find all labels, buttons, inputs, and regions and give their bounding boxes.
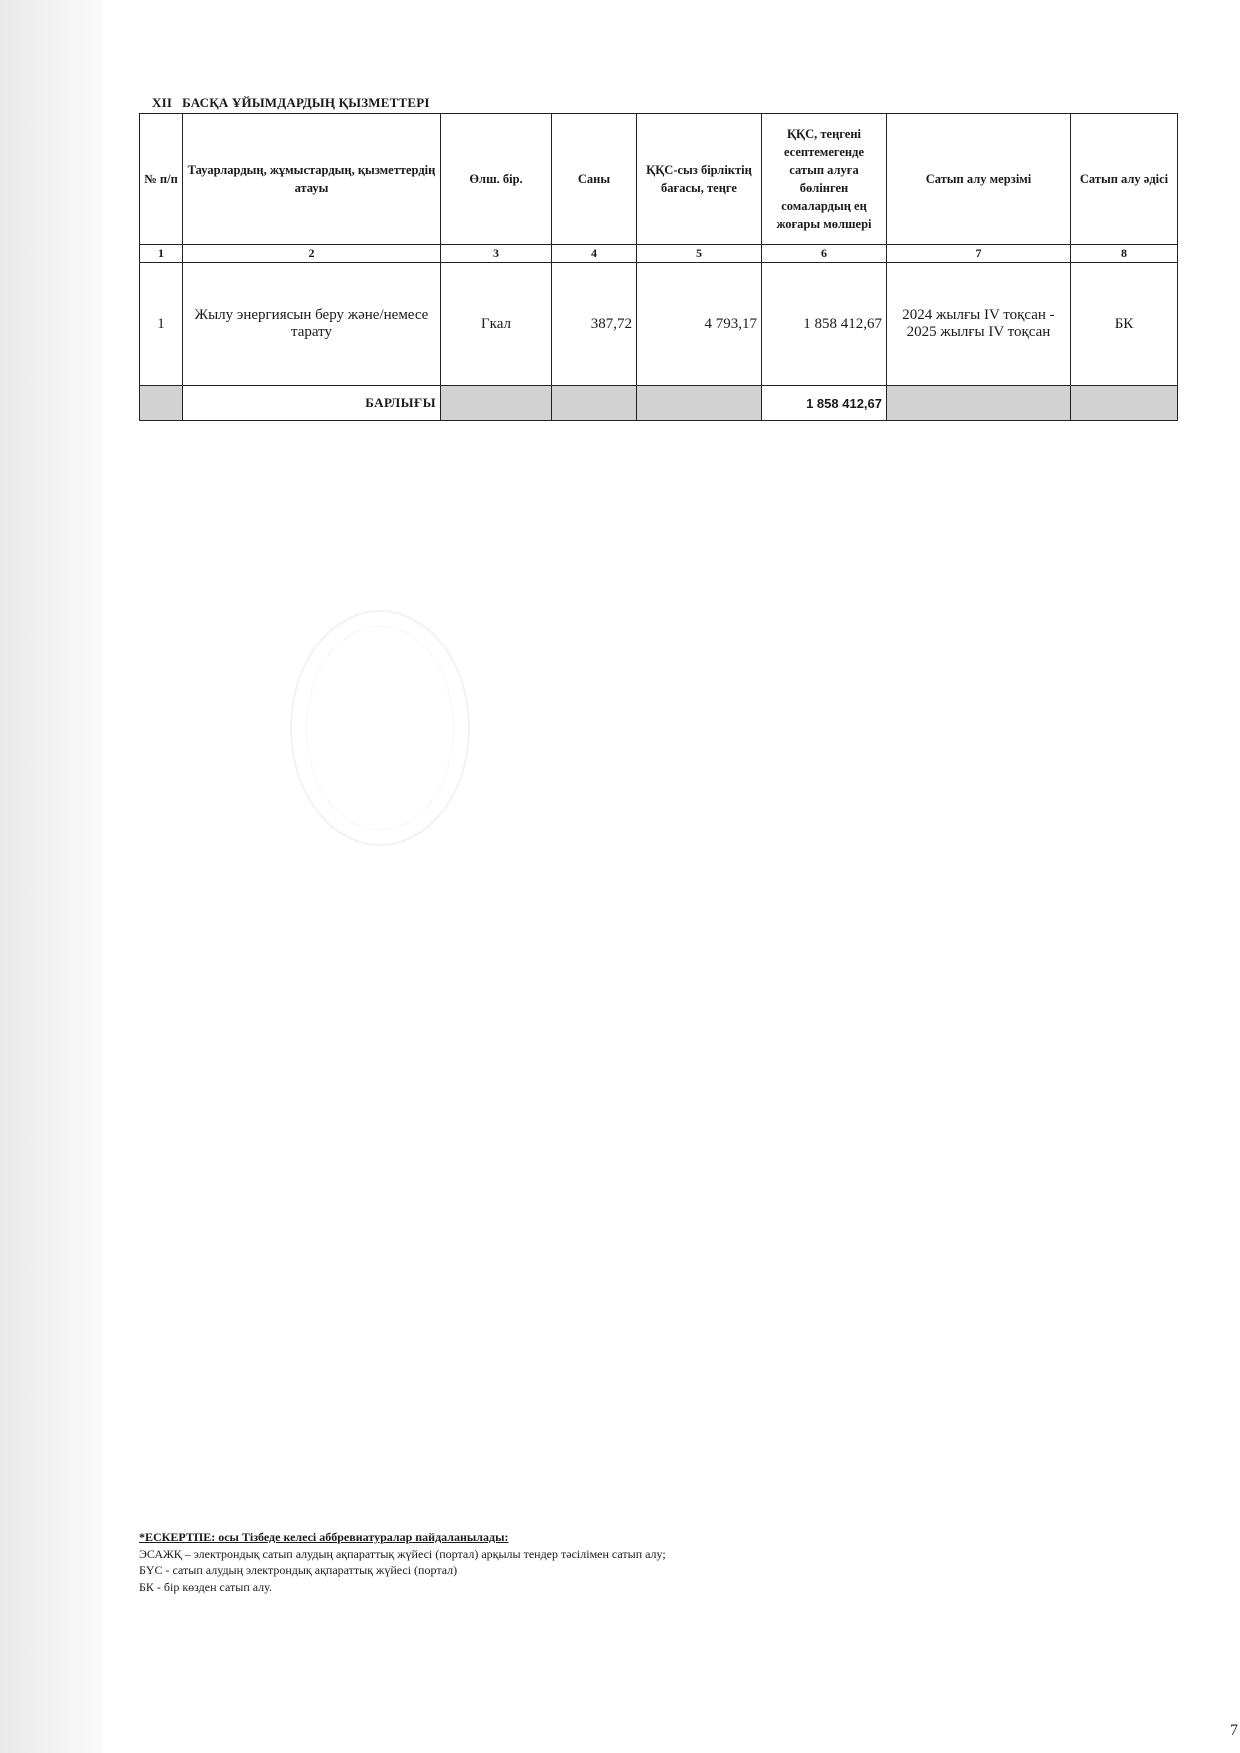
header-name: Тауарлардың, жұмыстардың, қызметтердің атауы (183, 114, 441, 245)
row-period: 2024 жылғы IV тоқсан - 2025 жылғы IV тоқсан (887, 263, 1071, 386)
header-max-amount: ҚҚС, теңгені есептемегенде сатып алуға бөлінген сомалардың ең жоғары мөлшері (762, 114, 887, 245)
total-row (140, 386, 1178, 421)
notes-block (139, 1529, 666, 1595)
note-line: БК - бір көзден сатып алу. (139, 1579, 272, 1594)
header-method: Сатып алу әдісі (1071, 114, 1178, 245)
section-title-text: БАСҚА ҰЙЫМДАРДЫҢ ҚЫЗМЕТТЕРІ (182, 95, 430, 110)
total-empty-cell (140, 386, 183, 421)
header-row (140, 114, 1178, 245)
total-empty-cell (637, 386, 762, 421)
column-number: 5 (637, 245, 762, 263)
row-name: Жылу энергиясын беру және/немесе тарату (183, 263, 441, 386)
total-empty-cell (887, 386, 1071, 421)
column-number: 8 (1071, 245, 1178, 263)
row-quantity: 387,72 (552, 263, 637, 386)
total-value: 1 858 412,67 (762, 386, 887, 421)
scan-shadow (0, 0, 102, 1753)
faded-stamp (290, 610, 470, 846)
row-max-amount: 1 858 412,67 (762, 263, 887, 386)
column-number: 6 (762, 245, 887, 263)
procurement-table (139, 113, 1178, 421)
column-number: 3 (441, 245, 552, 263)
total-empty-cell (1071, 386, 1178, 421)
page-number: 7 (1230, 1722, 1238, 1739)
column-number-row (140, 245, 1178, 263)
row-method: БК (1071, 263, 1178, 386)
table-row (140, 263, 1178, 386)
header-quantity: Саны (552, 114, 637, 245)
section-heading (152, 95, 440, 111)
header-num: № п/п (140, 114, 183, 245)
notes-title: *ЕСКЕРТПЕ: осы Тізбеде келесі аббревиатуралар пайдаланылады: (139, 1530, 509, 1544)
column-number: 7 (887, 245, 1071, 263)
note-line: БҮС - сатып алудың электрондық ақпараттық жүйесі (портал) (139, 1563, 458, 1577)
note-line: ЭСАЖҚ – электрондық сатып алудың ақпараттық жүйесі (портал) арқылы тендер тәсілімен сатып алу; (139, 1546, 666, 1561)
total-empty-cell (552, 386, 637, 421)
column-number: 4 (552, 245, 637, 263)
header-period: Сатып алу мерзімі (887, 114, 1071, 245)
column-number: 1 (140, 245, 183, 263)
row-unit-price: 4 793,17 (637, 263, 762, 386)
total-label: БАРЛЫҒЫ (183, 386, 441, 421)
header-unit-price: ҚҚС-сыз бірліктің бағасы, теңге (637, 114, 762, 245)
column-number: 2 (183, 245, 441, 263)
total-empty-cell (441, 386, 552, 421)
row-unit: Гкал (441, 263, 552, 386)
header-unit: Өлш. бір. (441, 114, 552, 245)
row-num: 1 (140, 263, 183, 386)
section-number: XII (152, 95, 173, 110)
